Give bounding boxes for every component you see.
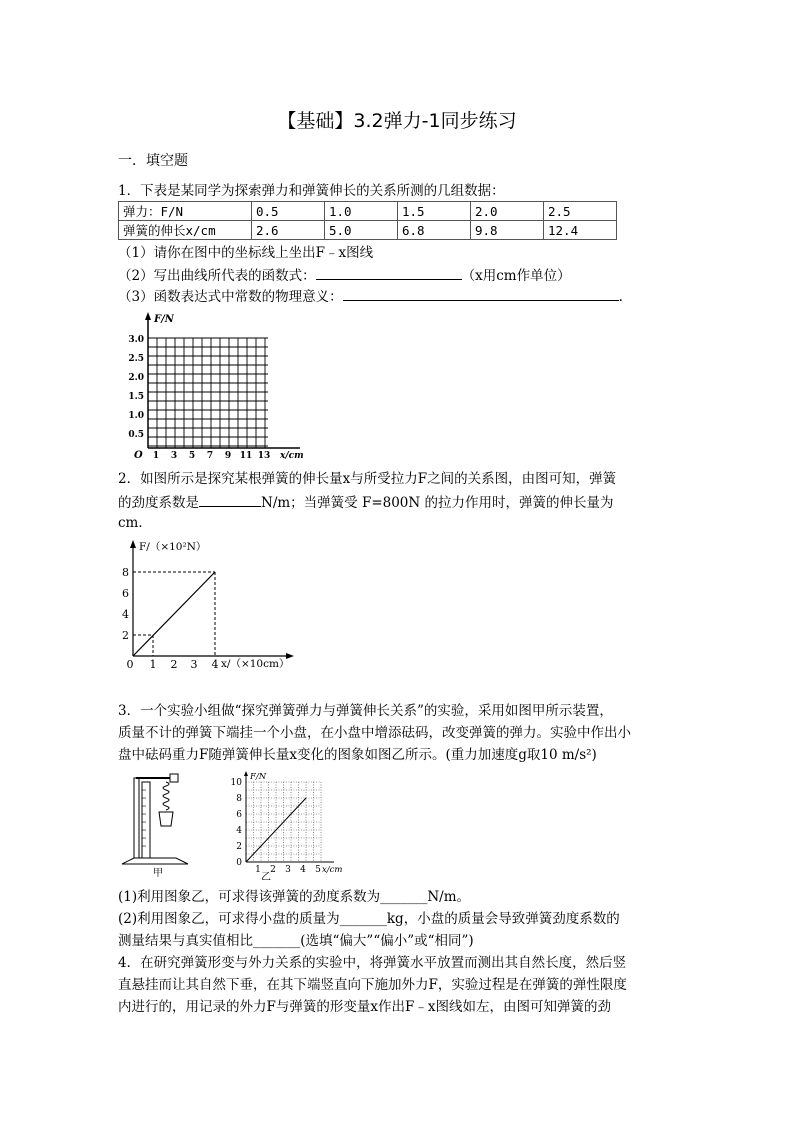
x-tick-label: 3 [285, 865, 291, 875]
fig-b-label: 乙 [261, 872, 271, 880]
table-cell: 1.0 [325, 202, 398, 221]
q3-part2-line-1: (2)利用图象乙，可求得小盘的质量为_______kg，小盘的质量会导致弹簧劲度系数的 [118, 911, 620, 927]
table-row [119, 221, 617, 240]
x-tick-label: 11 [239, 451, 253, 460]
y-axis-label: F/（×10²N） [139, 541, 207, 553]
y-axis-arrow-icon [145, 312, 151, 320]
q1-part3-text: （3）函数表达式中常数的物理意义： [118, 289, 343, 305]
y-tick-label: 6 [122, 587, 129, 600]
x-tick-label: 2 [270, 865, 276, 875]
section-heading: 一．填空题 [118, 153, 188, 169]
answer-blank[interactable] [343, 286, 619, 301]
q2-line-3: cm． [118, 515, 152, 531]
x-tick-label: 4 [300, 865, 306, 875]
table-cell: 弹力：F/N [119, 202, 252, 221]
y-tick-label: 8 [236, 794, 242, 804]
ruler [142, 782, 150, 858]
q4-line-3: 内进行的，用记录的外力F与弹簧的形变量x作出F﹣x图线如左，由图可知弹簧的劲 [118, 999, 611, 1015]
table-cell: 弹簧的伸长x/cm [119, 221, 252, 240]
x-tick-label: 1 [255, 865, 261, 875]
table-cell: 6.8 [398, 221, 471, 240]
y-tick-label: 1.0 [128, 411, 144, 421]
clamp [170, 774, 178, 782]
stand-base [122, 858, 188, 864]
y-tick-label: 8 [122, 566, 129, 579]
x-tick-label: 9 [224, 451, 232, 460]
stand-pole [134, 778, 139, 858]
x-tick-label: 3 [170, 451, 178, 460]
q1-part1: （1）请你在图中的坐标线上坐出F﹣x图线 [118, 245, 374, 261]
q3-line-2: 质量不计的弹簧下端挂一个小盘，在小盘中增添砝码，改变弹簧的弹力。实验中作出小 [118, 725, 631, 741]
x-tick-label: 7 [206, 451, 214, 460]
q3-line-3: 盘中砝码重力F随弹簧伸长量x变化的图象如图乙所示。(重力加速度g取10 m/s²) [118, 747, 597, 763]
y-axis-arrow-icon [130, 540, 136, 548]
chart-grid [148, 338, 268, 448]
x-tick-label: 2 [170, 658, 178, 671]
table-cell: 5.0 [325, 221, 398, 240]
x-axis-label: x/（×10cm） [221, 658, 290, 670]
x-tick-label: 13 [257, 451, 271, 460]
q1-stem: 1．下表是某同学为探索弹力和弹簧伸长的关系所测的几组数据： [118, 183, 505, 199]
fig-a-label: 甲 [153, 868, 163, 879]
q1-grid-chart [110, 308, 310, 460]
q1-part2-text: （2）写出曲线所代表的函数式： [118, 268, 316, 284]
origin-label: 0 [236, 858, 242, 868]
x-axis-label: x/cm [280, 451, 304, 460]
y-tick-label: 2 [236, 842, 242, 852]
q2-line-1: 2．如图所示是探究某根弹簧的伸长量x与所受拉力F之间的关系图，由图可知，弹簧 [118, 471, 617, 487]
table-cell: 12.4 [544, 221, 617, 240]
q2-line-2-text: 的劲度系数是 [118, 495, 199, 511]
y-axis-label: F/N [154, 314, 174, 325]
x-tick-label: 5 [188, 451, 196, 460]
q3-line-1: 3．一个实验小组做“探究弹簧弹力与弹簧伸长关系”的实验，采用如图甲所示装置， [118, 703, 613, 719]
x-tick-label: 1 [149, 658, 157, 671]
x-axis-label: x/cm [322, 865, 343, 875]
q3-apparatus-figure [118, 770, 198, 880]
q1-data-table [118, 201, 617, 240]
table-cell: 9.8 [471, 221, 544, 240]
q4-line-2: 直悬挂而让其自然下垂，在其下端竖直向下施加外力F，实验过程是在弹簧的弹性限度 [118, 977, 627, 993]
y-tick-label: 2.5 [128, 354, 144, 364]
table-cell: 1.5 [398, 202, 471, 221]
q3-chart [222, 770, 352, 880]
origin-label: O [134, 450, 143, 460]
q1-part2 [118, 265, 571, 285]
q3-part1: (1)利用图象乙，可求得该弹簧的劲度系数为_______N/m。 [118, 889, 471, 905]
y-tick-label: 6 [236, 810, 242, 820]
y-tick-label: 0.5 [128, 430, 144, 440]
q4-line-1: 4．在研究弹簧形变与外力关系的实验中，将弹簧水平放置而测出其自然长度，然后竖 [118, 955, 627, 971]
q1-part3-end: . [618, 289, 623, 305]
x-tick-label: 3 [190, 658, 198, 671]
q1-part3 [118, 286, 623, 306]
q2-chart [115, 538, 295, 673]
y-tick-label: 1.5 [128, 392, 144, 402]
y-tick-label: 2.0 [128, 373, 144, 383]
q1-part2-unit: （x用cm作单位） [461, 268, 571, 284]
q2-line-2-rest: N/m；当弹簧受 F=800N 的拉力作用时，弹簧的伸长量为 [261, 495, 614, 511]
table-cell: 0.5 [252, 202, 325, 221]
table-cell: 2.6 [252, 221, 325, 240]
q3-part2-line-2: 测量结果与真实值相比_______(选填“偏大”“偏小”或“相同”) [118, 933, 474, 949]
answer-blank[interactable] [316, 265, 462, 280]
page-title: 【基础】3.2弹力-1同步练习 [277, 110, 517, 132]
origin-label: 0 [126, 658, 134, 671]
q2-line-2 [118, 492, 614, 512]
table-cell: 2.5 [544, 202, 617, 221]
data-line [133, 572, 215, 656]
y-tick-label: 4 [236, 826, 242, 836]
x-tick-label: 4 [211, 658, 219, 671]
y-tick-label: 10 [230, 778, 242, 788]
y-tick-label: 3.0 [128, 335, 144, 345]
x-tick-label: 5 [315, 865, 321, 875]
answer-blank[interactable] [199, 492, 261, 507]
x-tick-label: 1 [152, 451, 160, 460]
y-axis-label: F/N [250, 772, 267, 782]
spring-icon [163, 782, 169, 810]
table-row [119, 202, 617, 221]
y-axis-arrow-icon [244, 771, 248, 776]
y-tick-label: 2 [122, 629, 129, 642]
weight-pan-icon [159, 812, 173, 826]
table-cell: 2.0 [471, 202, 544, 221]
y-tick-label: 4 [122, 608, 129, 621]
